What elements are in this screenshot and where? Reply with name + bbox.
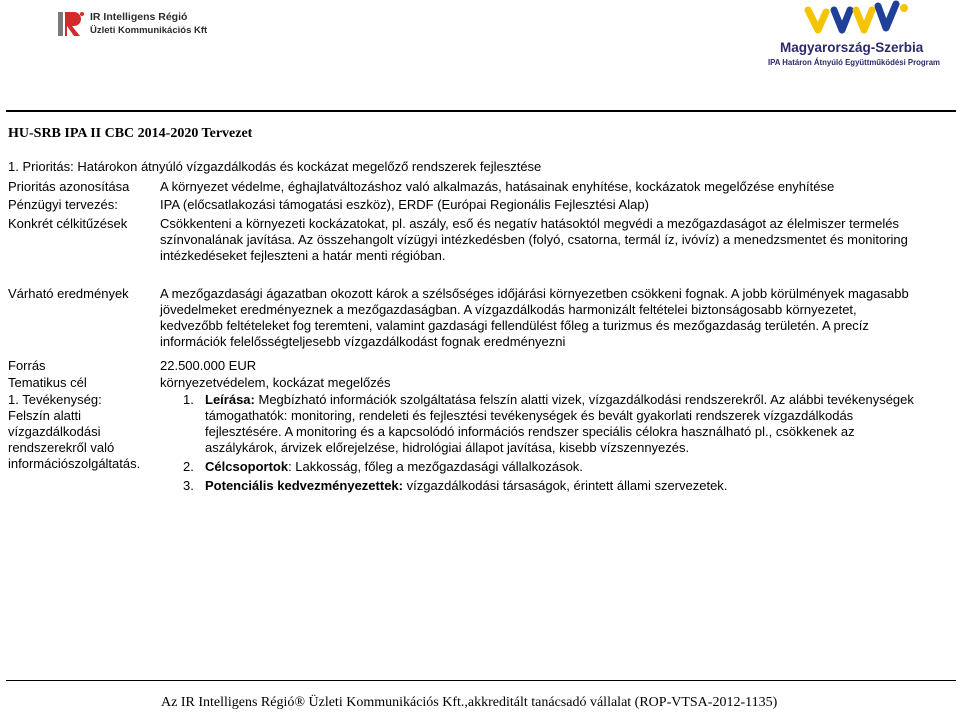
list-heading: Potenciális kedvezményezettek:: [205, 478, 403, 493]
priority-heading: 1. Prioritás: Határokon átnyúló vízgazdálkodás és kockázat megelőző rendszerek fejlesztése: [8, 159, 542, 174]
row-label: Várható eredmények: [8, 286, 129, 301]
row-financing: [8, 197, 953, 213]
company-logo-line1: IR Intelligens Régió: [90, 11, 188, 23]
list-heading: Célcsoportok: [205, 459, 289, 474]
header-divider: [6, 110, 956, 112]
text-line: Csökkenteni a környezeti kockázatokat, pl. aszály, eső és negatív hatásoktól megvédi a mezőgazdaságot az élelmiszer termelés: [160, 216, 899, 231]
row-value: A környezet védelme, éghajlatváltozáshoz való alkalmazás, hatásainak enyhítése, kockázatok megelőzése enyhítése: [160, 179, 835, 194]
list-item: [160, 392, 952, 456]
text-line: jövedelmeket eredményeznek a mezőgazdaságban. A vízgazdálkodás harmonizált feltételei biztonságosabb környezetet,: [160, 302, 857, 317]
company-logo-line2: Üzleti Kommunikációs Kft: [90, 25, 208, 36]
activity-label-line: Felszín alatti: [8, 408, 81, 423]
row-source: [8, 358, 953, 374]
program-logo-subtitle: IPA Határon Átnyúló Együttműködési Program: [768, 58, 940, 67]
list-body: : Lakkosság, főleg a mezőgazdasági vállalkozások.: [288, 459, 583, 474]
text-line: kedvezőbb feltételeket fog teremteni, valamint gazdasági fellendülést főleg a turizmus és mezőgazdaság területén. A precíz: [160, 318, 869, 333]
program-logo: [760, 0, 956, 72]
row-value: [160, 286, 959, 350]
program-logo-title: Magyarország-Szerbia: [780, 40, 924, 55]
text-line: Megbízható információk szolgáltatása felszín alatti vizek, vízgazdálkodási rendszerekről. Az alábbi tevékenységek: [258, 392, 914, 407]
list-number: 1.: [183, 392, 194, 407]
row-results: [8, 286, 953, 352]
row-label: Tematikus cél: [8, 375, 87, 390]
row-value: környezetvédelem, kockázat megelőzés: [160, 375, 391, 390]
footer-divider: [6, 680, 956, 681]
list-number: 3.: [183, 478, 194, 493]
activity-label-line: vízgazdálkodási: [8, 424, 101, 439]
row-value: [160, 216, 959, 264]
company-logo: [56, 8, 208, 42]
list-item: [160, 478, 952, 494]
activity-label: [8, 392, 146, 472]
list-text: [205, 459, 952, 475]
list-heading: Leírása:: [205, 392, 255, 407]
activity-label-line: rendszerekről való: [8, 440, 115, 455]
row-label: Pénzügyi tervezés:: [8, 197, 118, 212]
program-logo-icon: [800, 0, 930, 40]
row-label: Forrás: [8, 358, 46, 373]
text-line: színvonalának javítása. Az összehangolt vízügyi intézkedésben (folyó, csatorna, termál íz, ivóvíz) a menedzsmentet és monitoring: [160, 232, 908, 247]
activity-label-line: 1. Tevékenység:: [8, 392, 102, 407]
activity-list: [160, 392, 952, 494]
text-line: intézkedéseket fejleszteni a határ menti régióban.: [160, 248, 446, 263]
row-priority-id: [8, 179, 953, 195]
activity-label-line: információszolgáltatás.: [8, 456, 141, 471]
text-line: aszálykárok, árvizek előrejelzése, hidrológiai állapot javítása, kisebb vízszennyezés.: [205, 440, 690, 455]
row-objectives: [8, 216, 953, 266]
text-line: támogathatók: monitoring, rendeleti és fejlesztési tevékenységek és bevált gyakorlati rendszerek vízgazdálkodás: [205, 408, 854, 423]
ir-logo-icon: [56, 8, 86, 40]
list-item: [160, 459, 952, 475]
list-text: [205, 478, 952, 494]
row-value: IPA (előcsatlakozási támogatási eszköz), ERDF (Európai Regionális Fejlesztési Alap): [160, 197, 649, 212]
list-body: vízgazdálkodási társaságok, érintett állami szervezetek.: [402, 478, 728, 493]
list-text: [205, 392, 952, 456]
list-number: 2.: [183, 459, 194, 474]
text-line: fejlesztésére. A monitoring és a kapcsolódó információs rendszer speciális célokra használható pl., csökkenek az: [205, 424, 855, 439]
row-label: Prioritás azonosítása: [8, 179, 130, 194]
text-line: A mezőgazdasági ágazatban okozott károk a szélsőséges időjárási környezetben csökkeni fognak. A jobb körülmények magasabb: [160, 286, 909, 301]
text-line: információk felelősségteljesebb vízgazdálkodást fognak eredményezni: [160, 334, 566, 349]
document-title: HU-SRB IPA II CBC 2014-2020 Tervezet: [8, 126, 253, 141]
row-label: Konkrét célkitűzések: [8, 216, 128, 231]
row-value: 22.500.000 EUR: [160, 358, 257, 373]
row-thematic: [8, 375, 953, 391]
footer-text: Az IR Intelligens Régió® Üzleti Kommunikációs Kft.,akkreditált tanácsadó vállalat (ROP-VTSA-2012-1135): [161, 695, 778, 710]
